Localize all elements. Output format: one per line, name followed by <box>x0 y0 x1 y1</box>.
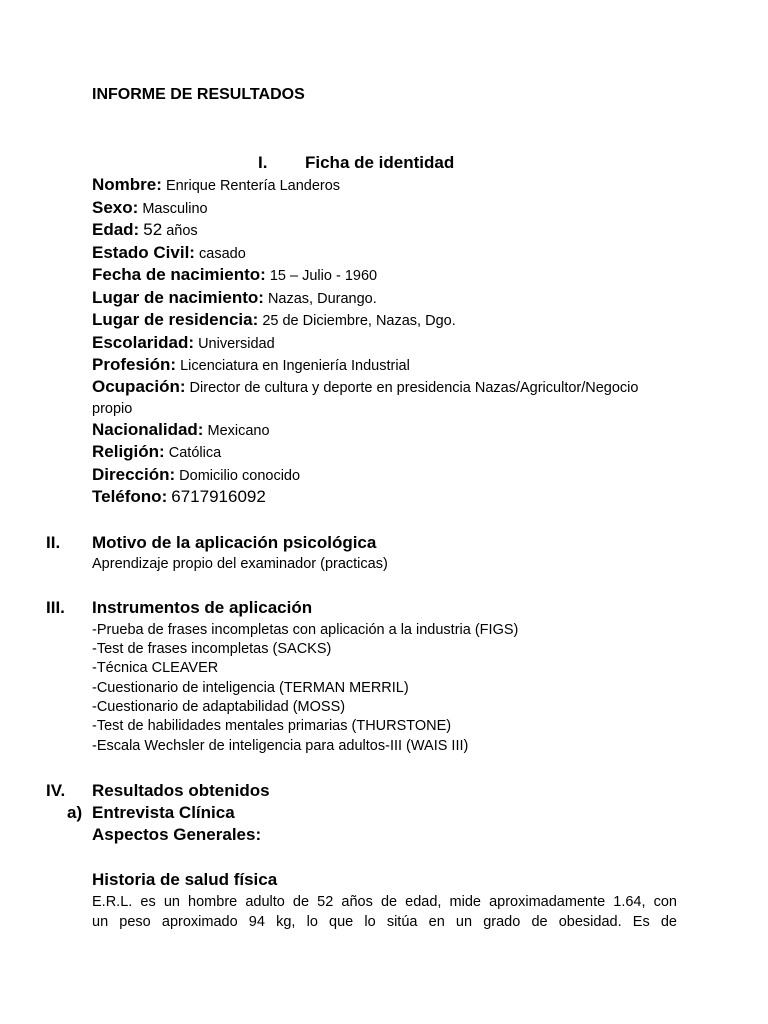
field-sexo <box>92 198 208 218</box>
field-lugar-residencia <box>92 310 456 330</box>
field-label: Sexo: <box>92 198 139 217</box>
field-value: Masculino <box>142 201 208 217</box>
field-value: 25 de Diciembre, Nazas, Dgo. <box>262 313 456 329</box>
health-paragraph-line-1: E.R.L. es un hombre adulto de 52 años de edad, mide aproximadamente 1.64, con <box>92 894 677 910</box>
field-fecha-nacimiento <box>92 265 377 285</box>
section-2-title: Motivo de la aplicación psicológica <box>92 533 377 552</box>
field-value-unit: años <box>166 223 198 239</box>
list-item: -Prueba de frases incompletas con aplicación a la industria (FIGS) <box>92 622 519 638</box>
section-3-number: III. <box>46 598 65 617</box>
field-label: Profesión: <box>92 355 177 374</box>
list-item: -Cuestionario de adaptabilidad (MOSS) <box>92 699 346 715</box>
field-label: Lugar de nacimiento: <box>92 288 264 307</box>
field-value: Domicilio conocido <box>179 468 301 484</box>
section-2-number: II. <box>46 533 61 552</box>
field-value: casado <box>199 246 246 262</box>
field-label: Edad: <box>92 220 140 239</box>
field-ocupacion-continuation: propio <box>92 401 133 417</box>
health-history-title: Historia de salud física <box>92 870 278 889</box>
field-label: Fecha de nacimiento: <box>92 265 266 284</box>
section-3-title: Instrumentos de aplicación <box>92 598 313 617</box>
health-paragraph-line-2: un peso aproximado 94 kg, lo que lo sitúa en un grado de obesidad. Es de <box>92 914 677 930</box>
report-title: INFORME DE RESULTADOS <box>92 86 305 103</box>
field-label: Dirección: <box>92 465 176 484</box>
list-item: -Técnica CLEAVER <box>92 660 219 676</box>
field-label: Teléfono: <box>92 487 168 506</box>
section-4-number: IV. <box>46 781 66 800</box>
list-item: -Cuestionario de inteligencia (TERMAN MERRIL) <box>92 680 409 696</box>
field-estado-civil <box>92 243 246 263</box>
field-value: Mexicano <box>207 423 270 439</box>
field-ocupacion <box>92 377 638 397</box>
field-value: Universidad <box>198 336 275 352</box>
field-value: Licenciatura en Ingeniería Industrial <box>180 358 410 374</box>
field-label: Estado Civil: <box>92 243 195 262</box>
section-1-number: I. <box>258 153 268 172</box>
field-label: Nombre: <box>92 175 162 194</box>
field-value: Católica <box>168 445 222 461</box>
aspects-title: Aspectos Generales: <box>92 825 262 844</box>
field-value: 6717916092 <box>171 487 266 506</box>
section-4-title: Resultados obtenidos <box>92 781 270 800</box>
field-value: 15 – Julio - 1960 <box>269 268 378 284</box>
field-direccion <box>92 465 300 485</box>
field-value: Director de cultura y deporte en presidencia Nazas/Agricultor/Negocio <box>189 380 639 396</box>
subsection-a-title: Entrevista Clínica <box>92 803 235 822</box>
field-profesion <box>92 355 410 375</box>
field-escolaridad <box>92 333 275 353</box>
field-value-number: 52 <box>143 220 163 239</box>
list-item: -Test de frases incompletas (SACKS) <box>92 641 332 657</box>
field-religion <box>92 442 221 462</box>
field-telefono <box>92 487 266 507</box>
field-lugar-nacimiento <box>92 288 377 308</box>
field-label: Religión: <box>92 442 165 461</box>
field-label: Escolaridad: <box>92 333 195 352</box>
subsection-a-letter: a) <box>67 803 83 822</box>
field-nacionalidad <box>92 420 270 440</box>
field-label: Nacionalidad: <box>92 420 204 439</box>
field-value: Nazas, Durango. <box>267 291 377 307</box>
field-value: Enrique Rentería Landeros <box>165 178 341 194</box>
list-item: -Test de habilidades mentales primarias (THURSTONE) <box>92 718 452 734</box>
field-edad <box>92 220 198 240</box>
field-nombre <box>92 175 340 195</box>
section-1-title: Ficha de identidad <box>305 153 455 172</box>
field-label: Ocupación: <box>92 377 186 396</box>
field-label: Lugar de residencia: <box>92 310 259 329</box>
section-2-text: Aprendizaje propio del examinador (practicas) <box>92 556 388 572</box>
list-item: -Escala Wechsler de inteligencia para adultos-III (WAIS III) <box>92 738 469 754</box>
